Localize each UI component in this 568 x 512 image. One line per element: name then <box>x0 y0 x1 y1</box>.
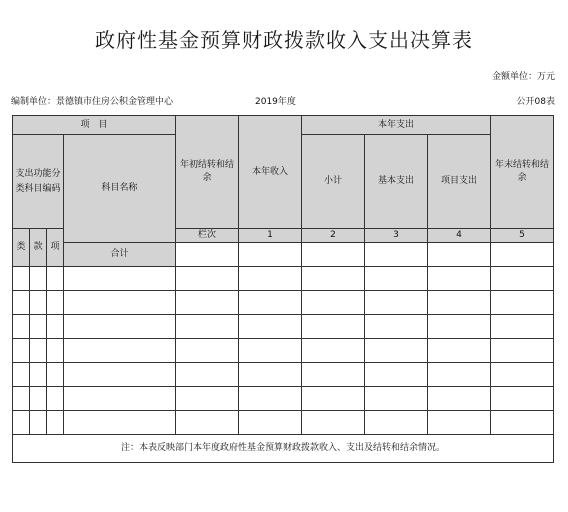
column-number: 2 <box>302 229 365 243</box>
footnote: 注：本表反映部门本年度政府性基金预算财政拨款收入、支出及结转和结余情况。 <box>13 435 554 463</box>
total-cell <box>176 243 239 267</box>
table-row <box>13 387 554 411</box>
organization-label: 编制单位：景德镇市住房公积金管理中心 <box>11 97 174 107</box>
table-row <box>13 363 554 387</box>
column-number: 3 <box>365 229 428 243</box>
total-cell <box>491 243 554 267</box>
table-row <box>13 267 554 291</box>
total-cell <box>239 243 302 267</box>
column-number: 4 <box>428 229 491 243</box>
column-number: 5 <box>491 229 554 243</box>
function-class-text: 支出功能分类科目编码 <box>15 168 61 194</box>
item-header: 项 目 <box>13 116 176 135</box>
total-cell <box>428 243 491 267</box>
subtotal-header: 小计 <box>302 135 365 229</box>
total-cell <box>302 243 365 267</box>
column-number: 1 <box>239 229 302 243</box>
total-label-cell: 合计 <box>64 243 176 267</box>
table-row <box>13 315 554 339</box>
project-expenditure-header: 项目支出 <box>428 135 491 229</box>
income-header: 本年收入 <box>239 116 302 229</box>
xiang-header: 项 <box>47 229 64 267</box>
function-class-header <box>13 135 64 229</box>
settlement-table <box>12 115 554 463</box>
total-cell <box>365 243 428 267</box>
subject-name-header: 科目名称 <box>64 135 176 243</box>
header-row-1 <box>13 116 554 135</box>
category-header: 类 <box>13 229 30 267</box>
basic-expenditure-header: 基本支出 <box>365 135 428 229</box>
amount-unit-label: 金额单位：万元 <box>491 72 555 82</box>
table-row <box>13 339 554 363</box>
column-label-cell: 栏次 <box>176 229 239 243</box>
expenditure-header: 本年支出 <box>302 116 491 135</box>
begin-balance-header: 年初结转和结余 <box>176 116 239 229</box>
total-row <box>13 243 554 267</box>
table-row <box>13 291 554 315</box>
form-number-label: 公开08表 <box>516 97 555 107</box>
table-row <box>13 411 554 435</box>
kuan-header: 款 <box>30 229 47 267</box>
end-balance-header: 年末结转和结余 <box>491 116 554 229</box>
fiscal-year-label: 2019年度 <box>255 97 296 107</box>
page-title: 政府性基金预算财政拨款收入支出决算表 <box>95 28 473 52</box>
footnote-row <box>13 435 554 463</box>
